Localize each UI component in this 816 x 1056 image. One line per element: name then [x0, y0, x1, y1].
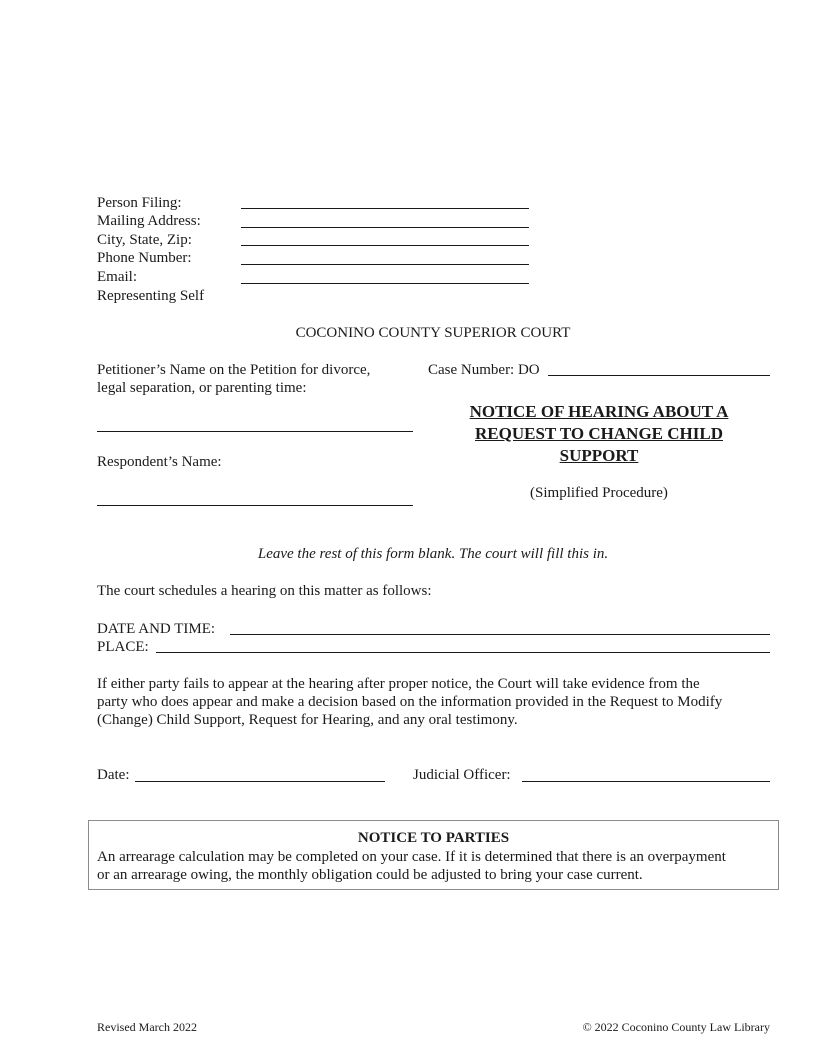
city-state-zip-label: City, State, Zip: [97, 232, 192, 248]
paragraph-line2: party who does appear and make a decision based on the information provided in the Request to Modify [97, 694, 723, 710]
title-line2: REQUEST TO CHANGE CHILD [475, 424, 723, 443]
case-number-field[interactable] [548, 375, 770, 376]
email-label: Email: [97, 269, 137, 285]
schedule-intro: The court schedules a hearing on this matter as follows: [97, 583, 432, 599]
footer-revised: Revised March 2022 [97, 1020, 197, 1034]
judicial-officer-field[interactable] [522, 781, 770, 782]
case-number-label: Case Number: DO [428, 362, 540, 378]
place-field[interactable] [156, 652, 770, 653]
petitioner-label-line1: Petitioner’s Name on the Petition for divorce, [97, 362, 371, 378]
representing-self-text: Representing Self [97, 288, 205, 304]
city-state-zip-field[interactable] [241, 245, 529, 246]
subtitle: (Simplified Procedure) [530, 485, 668, 501]
mailing-address-field[interactable] [241, 227, 529, 228]
date-label: Date: [97, 767, 130, 783]
court-name: COCONINO COUNTY SUPERIOR COURT [295, 325, 571, 341]
petitioner-name-field[interactable] [97, 431, 413, 432]
default-paragraph [97, 675, 777, 729]
paragraph-line3: (Change) Child Support, Request for Hearing, and any oral testimony. [97, 712, 518, 728]
respondent-label: Respondent’s Name: [97, 454, 222, 470]
place-label: PLACE: [97, 639, 149, 655]
person-filing-field[interactable] [241, 208, 529, 209]
email-field[interactable] [241, 283, 529, 284]
petitioner-label-line2: legal separation, or parenting time: [97, 380, 307, 396]
notice-box [88, 820, 779, 890]
date-time-field[interactable] [230, 634, 770, 635]
paragraph-line1: If either party fails to appear at the hearing after proper notice, the Court will take evidence from the [97, 676, 700, 692]
judicial-officer-label: Judicial Officer: [413, 767, 511, 783]
footer-copyright: © 2022 Coconino County Law Library [582, 1020, 770, 1034]
phone-number-field[interactable] [241, 264, 529, 265]
mailing-address-label: Mailing Address: [97, 213, 201, 229]
instruction-text: Leave the rest of this form blank. The court will fill this in. [257, 546, 609, 562]
document-title [428, 401, 770, 467]
notice-line2: or an arrearage owing, the monthly obligation could be adjusted to bring your case current. [97, 867, 643, 883]
date-time-label: DATE AND TIME: [97, 621, 216, 637]
date-field[interactable] [135, 781, 385, 782]
respondent-name-field[interactable] [97, 505, 413, 506]
title-line3: SUPPORT [559, 446, 639, 465]
person-filing-label: Person Filing: [97, 195, 182, 211]
title-line1: NOTICE OF HEARING ABOUT A [469, 402, 729, 421]
phone-number-label: Phone Number: [97, 250, 192, 266]
notice-line1: An arrearage calculation may be completed on your case. If it is determined that there is an overpayment [97, 849, 726, 865]
notice-heading: NOTICE TO PARTIES [357, 830, 510, 846]
